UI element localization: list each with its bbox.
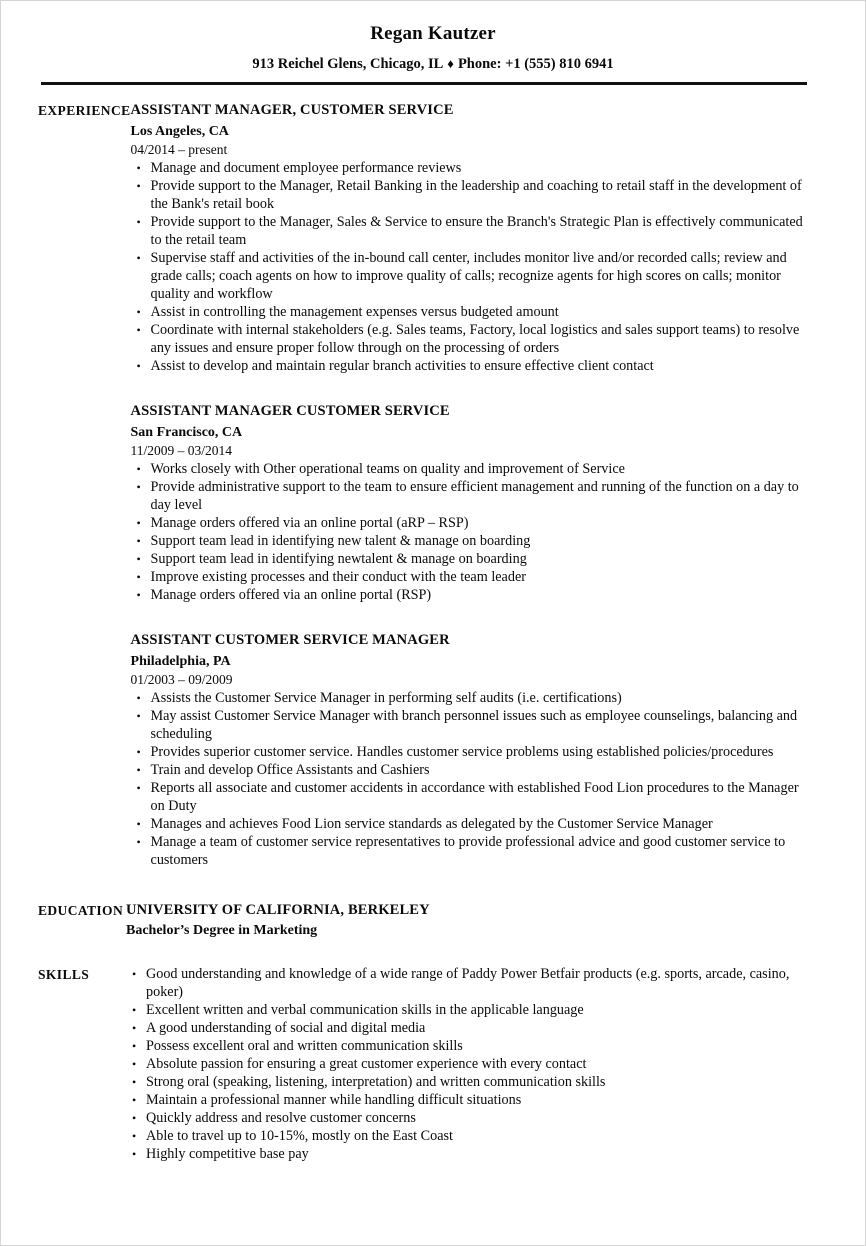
list-item: • Provides superior customer service. Handles customer service problems using established policies/procedures — [131, 743, 813, 761]
section-education — [1, 901, 865, 940]
list-item: • Manage orders offered via an online portal (RSP) — [131, 586, 813, 604]
list-item: • Excellent written and verbal communication skills in the applicable language — [126, 1001, 813, 1019]
list-item: • Works closely with Other operational teams on quality and improvement of Service — [131, 460, 813, 478]
contact-line — [1, 56, 865, 73]
education-school: UNIVERSITY OF CALIFORNIA, BERKELEY — [126, 902, 430, 919]
job-dates: 01/2003 – 09/2009 — [130, 672, 233, 688]
job-dates: 04/2014 – present — [130, 142, 228, 158]
list-item: • Good understanding and knowledge of a wide range of Paddy Power Betfair products (e.g. sports, arcade, casino, poker) — [126, 965, 813, 1001]
list-item: • May assist Customer Service Manager with branch personnel issues such as employee counselings, balancing and scheduling — [131, 707, 813, 743]
list-item: • Train and develop Office Assistants and Cashiers — [131, 761, 813, 779]
list-item: • Assist to develop and maintain regular branch activities to ensure effective client contact — [131, 357, 813, 375]
section-label-education: EDUCATION — [38, 903, 124, 919]
section-experience — [1, 101, 865, 869]
section-label-experience: EXPERIENCE — [38, 103, 131, 119]
list-item: • Coordinate with internal stakeholders (e.g. Sales teams, Factory, local logistics and sales support teams) to resolve any issues and ensure proper follow through on the processing of orders — [131, 321, 813, 357]
job-title: ASSISTANT CUSTOMER SERVICE MANAGER — [130, 632, 450, 649]
skills-bullets — [126, 965, 813, 1163]
list-item: • Support team lead in identifying newtalent & manage on boarding — [131, 550, 813, 568]
list-item: • Strong oral (speaking, listening, interpretation) and written communication skills — [126, 1073, 813, 1091]
list-item: • Manages and achieves Food Lion service standards as delegated by the Customer Service Manager — [131, 815, 813, 833]
list-item: • Manage a team of customer service representatives to provide professional advice and good customer service to customers — [131, 833, 813, 869]
skills-list — [126, 965, 865, 1163]
contact-phone: Phone: +1 (555) 810 6941 — [457, 55, 614, 72]
list-item: • Absolute passion for ensuring a great customer experience with every contact — [126, 1055, 813, 1073]
experience-item — [131, 631, 813, 869]
section-skills — [1, 965, 865, 1163]
list-item: • Quickly address and resolve customer concerns — [126, 1109, 813, 1127]
job-dates: 11/2009 – 03/2014 — [130, 443, 233, 459]
list-item: • Reports all associate and customer accidents in accordance with established Food Lion procedures to the Manager on Duty — [131, 779, 813, 815]
list-item: • Maintain a professional manner while handling difficult situations — [126, 1091, 813, 1109]
job-title: ASSISTANT MANAGER, CUSTOMER SERVICE — [130, 102, 454, 119]
list-item: • Provide support to the Manager, Retail Banking in the leadership and coaching to retail staff in the development of the Bank's retail book — [131, 177, 813, 213]
job-bullets — [131, 689, 813, 869]
job-title: ASSISTANT MANAGER CUSTOMER SERVICE — [130, 403, 450, 420]
job-bullets — [131, 159, 813, 375]
job-location: San Francisco, CA — [130, 425, 243, 441]
list-item: • A good understanding of social and digital media — [126, 1019, 813, 1037]
list-item: • Manage and document employee performance reviews — [131, 159, 813, 177]
list-item: • Assist in controlling the management expenses versus budgeted amount — [131, 303, 813, 321]
list-item: • Support team lead in identifying new talent & manage on boarding — [131, 532, 813, 550]
job-bullets — [131, 460, 813, 604]
page-title: Regan Kautzer — [370, 23, 496, 44]
job-location: Philadelphia, PA — [130, 654, 231, 670]
contact-address: 913 Reichel Glens, Chicago, IL — [252, 55, 444, 72]
list-item: • Manage orders offered via an online portal (aRP – RSP) — [131, 514, 813, 532]
list-item: • Improve existing processes and their conduct with the team leader — [131, 568, 813, 586]
experience-item — [131, 402, 813, 604]
education-list — [126, 901, 865, 940]
diamond-separator-icon: ♦ — [447, 55, 454, 71]
list-item: • Able to travel up to 10-15%, mostly on the East Coast — [126, 1127, 813, 1145]
experience-list — [131, 101, 865, 869]
list-item: • Assists the Customer Service Manager in performing self audits (i.e. certifications) — [131, 689, 813, 707]
resume-body — [1, 85, 865, 1163]
list-item: • Supervise staff and activities of the in-bound call center, includes monitor live and/or recorded calls; review and grade calls; coach agents on how to improve quality of calls; recognize agents for high scores on calls; monitor quality and workflow — [131, 249, 813, 303]
experience-item — [131, 101, 813, 375]
list-item: • Possess excellent oral and written communication skills — [126, 1037, 813, 1055]
section-label-skills: SKILLS — [38, 967, 90, 983]
resume-header — [1, 1, 865, 85]
job-location: Los Angeles, CA — [130, 124, 229, 140]
list-item: • Provide administrative support to the team to ensure efficient management and running of the function on a day to day level — [131, 478, 813, 514]
list-item: • Highly competitive base pay — [126, 1145, 813, 1163]
education-degree: Bachelor’s Degree in Marketing — [126, 923, 318, 939]
list-item: • Provide support to the Manager, Sales & Service to ensure the Branch's Strategic Plan is effectively communicated to the retail team — [131, 213, 813, 249]
